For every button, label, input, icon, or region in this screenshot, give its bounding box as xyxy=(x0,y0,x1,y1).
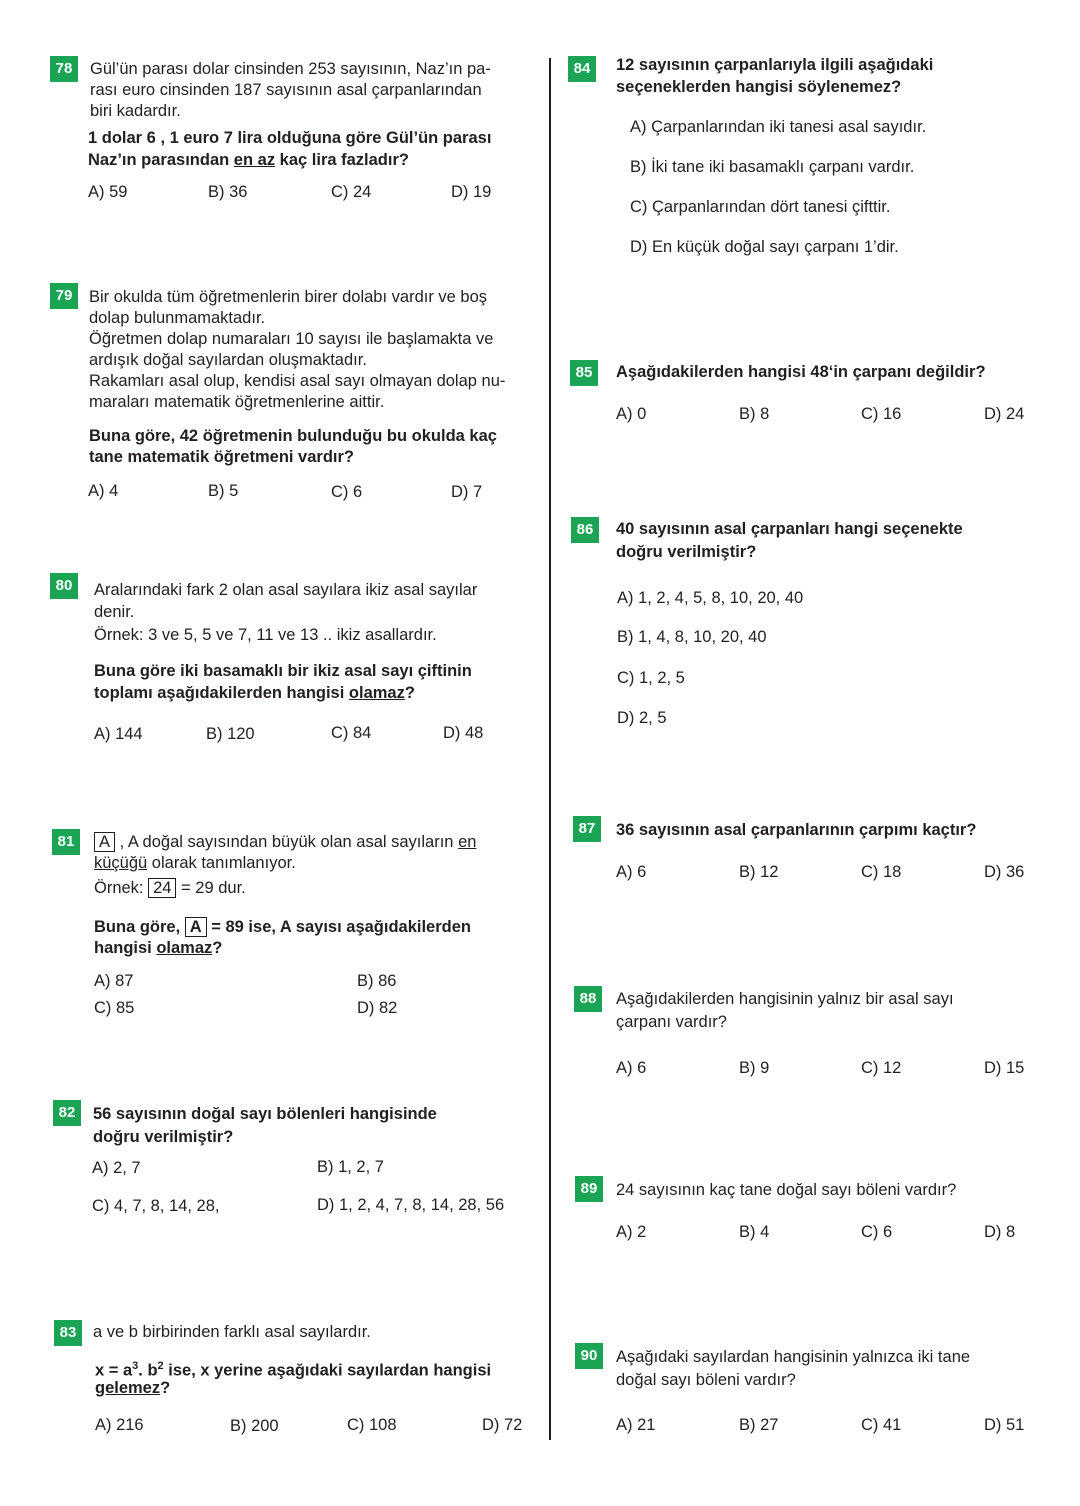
q78-question-line-2: Naz’ın parasından en az kaç lira fazladır? xyxy=(88,151,409,169)
q83-option-b[interactable]: B) 200 xyxy=(230,1417,279,1435)
q89-option-a[interactable]: A) 2 xyxy=(616,1223,647,1241)
q82-option-b[interactable]: B) 1, 2, 7 xyxy=(317,1158,384,1176)
q79-text-line-6: maraları matematik öğretmenlerine aittir. xyxy=(89,393,385,411)
q79-option-d[interactable]: D) 7 xyxy=(451,483,483,501)
q79-question-line-1: Buna göre, 42 öğretmenin bulunduğu bu okulda kaç xyxy=(89,427,497,445)
q83-option-c[interactable]: C) 108 xyxy=(347,1416,397,1434)
q80-question-line-2: toplamı aşağıdakilerden hangisi olamaz? xyxy=(94,684,415,702)
question-number-89: 89 xyxy=(575,1176,603,1202)
q87-option-d[interactable]: D) 36 xyxy=(984,863,1025,881)
q82-option-d[interactable]: D) 1, 2, 4, 7, 8, 14, 28, 56 xyxy=(317,1196,505,1214)
q88-option-d[interactable]: D) 15 xyxy=(984,1059,1025,1077)
q78-option-c[interactable]: C) 24 xyxy=(331,183,372,201)
q89-option-c[interactable]: C) 6 xyxy=(861,1223,893,1241)
q88-option-a[interactable]: A) 6 xyxy=(616,1059,647,1077)
q80-text-line-3: Örnek: 3 ve 5, 5 ve 7, 11 ve 13 .. ikiz asallardır. xyxy=(94,626,437,644)
q90-text-line-1: Aşağıdaki sayılardan hangisinin yalnızca iki tane xyxy=(616,1348,971,1366)
q83-question-line-1: $x = a^3$. $b^2$ ise, x yerine aşağıdaki sayılardan hangisi xyxy=(95,1360,492,1380)
question-number-83: 83 xyxy=(54,1320,82,1346)
q88-text-line-2: çarpanı vardır? xyxy=(616,1013,727,1031)
q85-option-a[interactable]: A) 0 xyxy=(616,405,647,423)
question-number-78: 78 xyxy=(50,56,78,82)
q78-question-line-1: 1 dolar 6 , 1 euro 7 lira olduğuna göre Gül’ün parası xyxy=(88,129,492,147)
q80-question-line-1: Buna göre iki basamaklı bir ikiz asal sayı çiftinin xyxy=(94,662,472,680)
q89-option-b[interactable]: B) 4 xyxy=(739,1223,770,1241)
q79-text-line-2: dolap bulunmamaktadır. xyxy=(89,309,266,327)
q81-example-box: 24 xyxy=(148,878,176,898)
q87-option-b[interactable]: B) 12 xyxy=(739,863,779,881)
q90-option-a[interactable]: A) 21 xyxy=(616,1416,656,1434)
q79-text-line-1: Bir okulda tüm öğretmenlerin birer dolabı vardır ve boş xyxy=(89,288,488,306)
q85-option-d[interactable]: D) 24 xyxy=(984,405,1025,423)
q81-option-c[interactable]: C) 85 xyxy=(94,999,135,1017)
q84-option-a[interactable]: A) Çarpanlarından iki tanesi asal sayıdır. xyxy=(630,118,927,136)
question-number-87: 87 xyxy=(573,816,601,842)
q90-text-line-2: doğal sayı böleni vardır? xyxy=(616,1371,796,1389)
column-divider xyxy=(549,58,551,1440)
q83-option-a[interactable]: A) 216 xyxy=(95,1416,144,1434)
q81-text-line-2: küçüğü olarak tanımlanıyor. xyxy=(94,854,296,872)
q78-text-line-2: rası euro cinsinden 187 sayısının asal çarpanlarından xyxy=(90,81,482,99)
q89-option-d[interactable]: D) 8 xyxy=(984,1223,1016,1241)
q85-option-c[interactable]: C) 16 xyxy=(861,405,902,423)
q86-option-d[interactable]: D) 2, 5 xyxy=(617,709,667,727)
question-number-84: 84 xyxy=(568,56,596,82)
q86-option-a[interactable]: A) 1, 2, 4, 5, 8, 10, 20, 40 xyxy=(617,589,804,607)
q82-option-c[interactable]: C) 4, 7, 8, 14, 28, xyxy=(92,1197,220,1215)
q81-box-a: A xyxy=(94,832,115,852)
q80-text-line-2: denir. xyxy=(94,603,135,621)
q80-option-b[interactable]: B) 120 xyxy=(206,725,255,743)
q90-option-d[interactable]: D) 51 xyxy=(984,1416,1025,1434)
question-number-80: 80 xyxy=(50,573,78,599)
q84-option-b[interactable]: B) İki tane iki basamaklı çarpanı vardır. xyxy=(630,158,915,176)
q89-text: 24 sayısının kaç tane doğal sayı böleni vardır? xyxy=(616,1181,957,1199)
q81-text-line-1: A , A doğal sayısından büyük olan asal sayıların en xyxy=(94,832,476,853)
q88-text-line-1: Aşağıdakilerden hangisinin yalnız bir asal sayı xyxy=(616,990,954,1008)
q87-option-c[interactable]: C) 18 xyxy=(861,863,902,881)
q81-question-line-1: Buna göre, A = 89 ise, A sayısı aşağıdakilerden xyxy=(94,918,471,936)
q81-question-box: A xyxy=(185,917,207,937)
q81-example: Örnek: 24 = 29 dur. xyxy=(94,879,246,897)
q78-text-line-1: Gül’ün parası dolar cinsinden 253 sayısının, Naz’ın pa- xyxy=(90,60,491,78)
question-number-79: 79 xyxy=(50,283,78,309)
q90-option-b[interactable]: B) 27 xyxy=(739,1416,779,1434)
q82-question-line-1: 56 sayısının doğal sayı bölenleri hangisinde xyxy=(93,1105,437,1123)
q88-option-b[interactable]: B) 9 xyxy=(739,1059,770,1077)
q84-question-line-1: 12 sayısının çarpanlarıyla ilgili aşağıdaki xyxy=(616,56,934,74)
q79-option-c[interactable]: C) 6 xyxy=(331,483,363,501)
q82-question-line-2: doğru verilmiştir? xyxy=(93,1128,234,1146)
q81-option-a[interactable]: A) 87 xyxy=(94,972,134,990)
q80-option-c[interactable]: C) 84 xyxy=(331,724,372,742)
q90-option-c[interactable]: C) 41 xyxy=(861,1416,902,1434)
question-number-85: 85 xyxy=(570,360,598,386)
q80-option-d[interactable]: D) 48 xyxy=(443,724,484,742)
q78-option-d[interactable]: D) 19 xyxy=(451,183,492,201)
q86-option-c[interactable]: C) 1, 2, 5 xyxy=(617,669,685,687)
q79-question-line-2: tane matematik öğretmeni vardır? xyxy=(89,448,354,466)
q87-question: 36 sayısının asal çarpanlarının çarpımı kaçtır? xyxy=(616,821,977,839)
question-number-86: 86 xyxy=(571,517,599,543)
q79-option-a[interactable]: A) 4 xyxy=(88,482,119,500)
q84-question-line-2: seçeneklerden hangisi söylenemez? xyxy=(616,78,902,96)
q88-option-c[interactable]: C) 12 xyxy=(861,1059,902,1077)
q87-option-a[interactable]: A) 6 xyxy=(616,863,647,881)
q81-option-b[interactable]: B) 86 xyxy=(357,972,397,990)
q79-text-line-5: Rakamları asal olup, kendisi asal sayı olmayan dolap nu- xyxy=(89,372,506,390)
q85-question: Aşağıdakilerden hangisi 48‘in çarpanı değildir? xyxy=(616,363,986,381)
q79-text-line-4: ardışık doğal sayılardan oluşmaktadır. xyxy=(89,351,367,369)
q79-option-b[interactable]: B) 5 xyxy=(208,482,239,500)
q81-option-d[interactable]: D) 82 xyxy=(357,999,398,1017)
question-number-90: 90 xyxy=(575,1343,603,1369)
q84-option-c[interactable]: C) Çarpanlarından dört tanesi çifttir. xyxy=(630,198,891,216)
q78-option-b[interactable]: B) 36 xyxy=(208,183,248,201)
q86-option-b[interactable]: B) 1, 4, 8, 10, 20, 40 xyxy=(617,628,767,646)
q83-text: a ve b birbirinden farklı asal sayılardır. xyxy=(93,1323,371,1341)
q78-option-a[interactable]: A) 59 xyxy=(88,183,128,201)
q80-option-a[interactable]: A) 144 xyxy=(94,725,143,743)
question-number-81: 81 xyxy=(52,829,80,855)
q85-option-b[interactable]: B) 8 xyxy=(739,405,770,423)
q83-question-line-2: gelemez? xyxy=(95,1379,171,1397)
q83-option-d[interactable]: D) 72 xyxy=(482,1416,523,1434)
q82-option-a[interactable]: A) 2, 7 xyxy=(92,1159,141,1177)
q79-text-line-3: Öğretmen dolap numaraları 10 sayısı ile başlamakta ve xyxy=(89,330,494,348)
question-number-88: 88 xyxy=(574,986,602,1012)
q84-option-d[interactable]: D) En küçük doğal sayı çarpanı 1’dir. xyxy=(630,238,899,256)
q80-text-line-1: Aralarındaki fark 2 olan asal sayılara ikiz asal sayılar xyxy=(94,581,478,599)
q81-question-line-2: hangisi olamaz? xyxy=(94,939,223,957)
q86-question-line-2: doğru verilmiştir? xyxy=(616,543,757,561)
question-number-82: 82 xyxy=(53,1100,81,1126)
q78-text-line-3: biri kadardır. xyxy=(90,102,181,120)
q86-question-line-1: 40 sayısının asal çarpanları hangi seçenekte xyxy=(616,520,963,538)
